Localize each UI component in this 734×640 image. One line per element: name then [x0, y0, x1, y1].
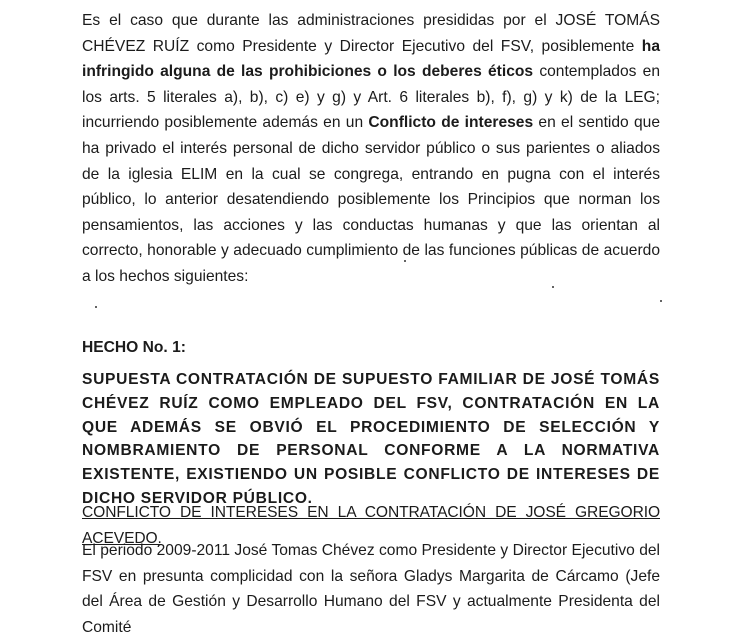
hecho-1-title: SUPUESTA CONTRATACIÓN DE SUPUESTO FAMILIAR DE JOSÉ TOMÁS CHÉVEZ RUÍZ COMO EMPLEADO DEL FSV, CONTRATACIÓN EN LA QUE ADEMÁS SE OBVIÓ EL PROCEDIMIENTO DE SELECCIÓN Y NOMBRAMIENTO DE PERSONAL CONFORME A LA NORMATIVA EXISTENTE, EXISTIENDO UN POSIBLE CONFLICTO DE INTERESES DE DICHO SERVIDOR PÚBLICO. [82, 371, 660, 507]
paragraph-periodo: El periodo 2009-2011 José Tomas Chévez como Presidente y Director Ejecutivo del FSV en presunta complicidad con la señora Gladys Margarita de Cárcamo (Jefe del Área de Gestión y Desarrollo Humano del FSV y actualmente Presidenta del Comité [82, 542, 660, 636]
intro-text-3: en el sentido que ha privado el interés personal de dicho servidor público o sus parientes o aliados de la iglesia ELIM en la cual se congrega, entrando en pugna con el interés público, lo anterior desatendiendo posiblemente los Principios que norman los pensamientos, las acciones y las conductas humanas y que las orientan al correcto, honorable y adecuado cumplimiento de las funciones públicas de acuerdo a los hechos siguientes: [82, 114, 660, 285]
intro-bold-1: ha infringido alguna de las prohibiciones o los deberes éticos [82, 37, 660, 81]
subheading-conflicto: CONFLICTO DE INTERESES EN LA CONTRATACIÓN DE JOSÉ GREGORIO ACEVEDO. [82, 504, 660, 547]
scan-speck [95, 306, 97, 308]
scan-speck [552, 286, 554, 288]
intro-text-2: contemplados en los arts. 5 literales a), b), c) e) y g) y Art. 6 literales b), f), g) y k) de la LEG; incurriendo posiblemente además en un [82, 63, 661, 132]
scan-speck [660, 300, 662, 302]
intro-bold-2: Conflicto de intereses [368, 114, 534, 132]
scan-speck [404, 260, 406, 262]
heading-hecho-1: HECHO No. 1: [82, 339, 186, 356]
intro-text-1: Es el caso que durante las administraciones presididas por el JOSÉ TOMÁS CHÉVEZ RUÍZ como Presidente y Director Ejecutivo del FSV, posiblemente [82, 12, 660, 55]
paragraph-intro [82, 8, 660, 290]
